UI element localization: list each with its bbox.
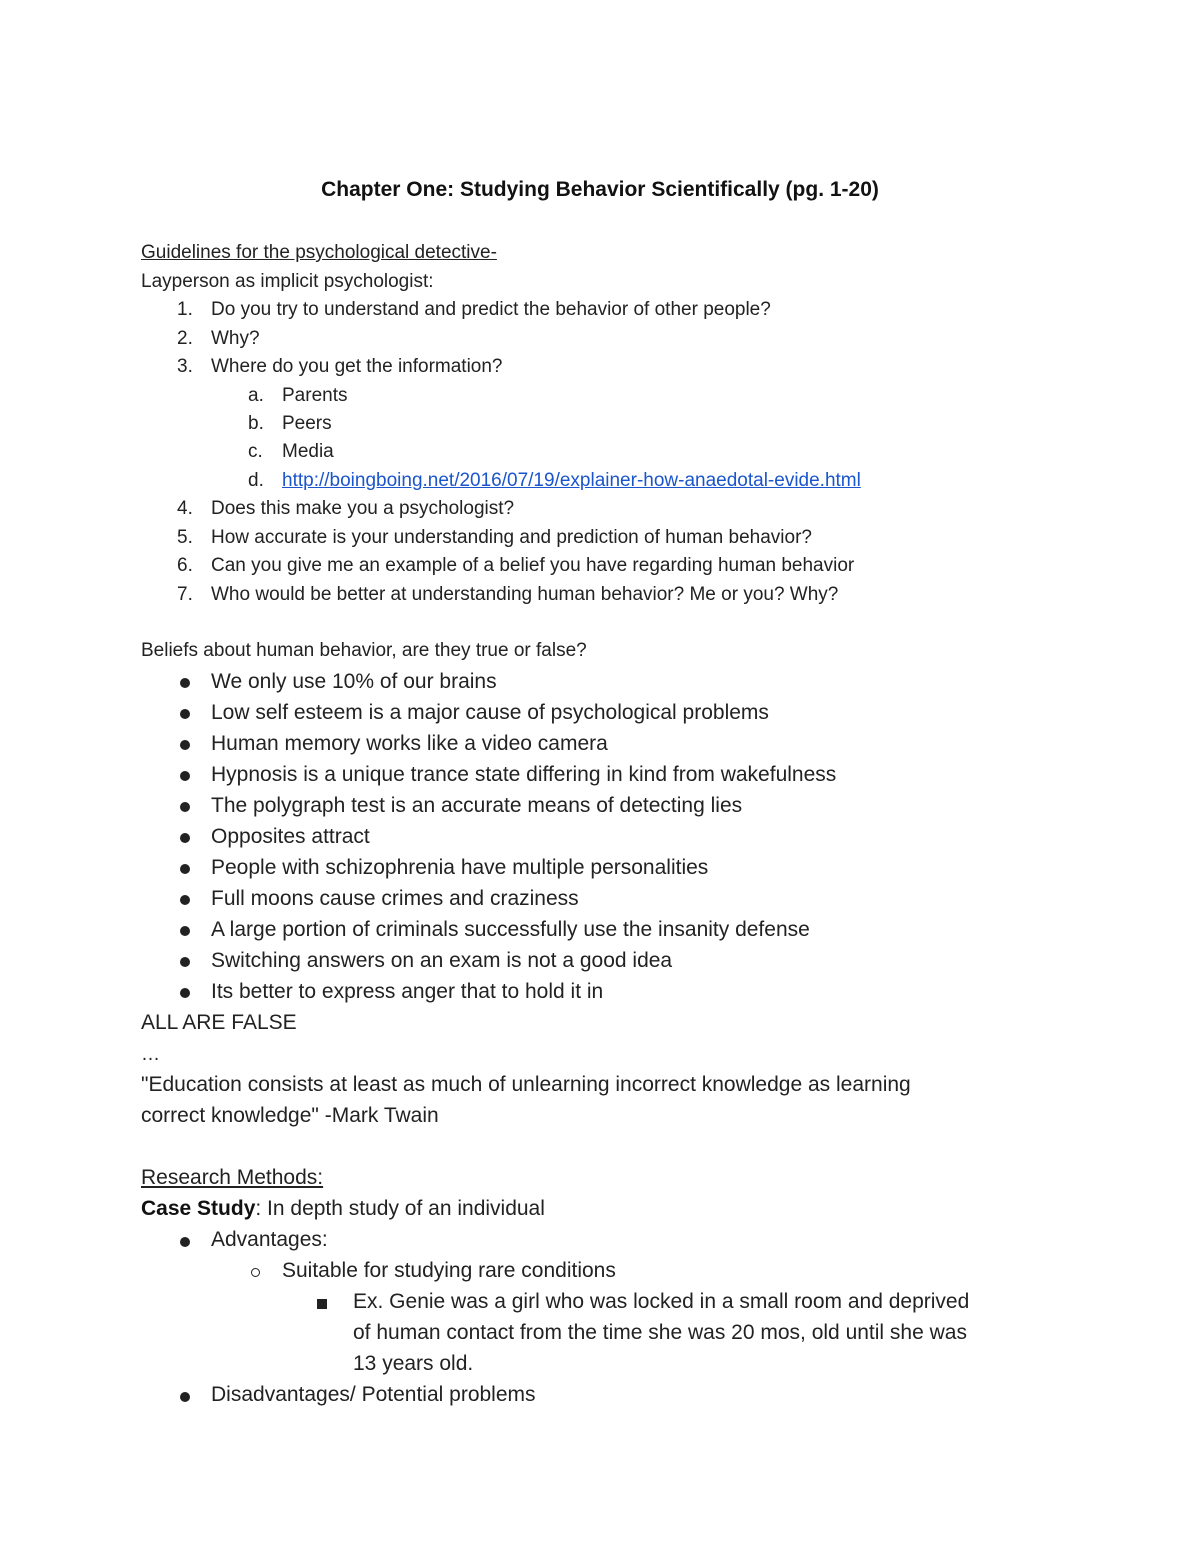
question-text: Do you try to understand and predict the behavior of other people? <box>211 299 771 320</box>
ellipsis-line: … <box>141 1044 160 1065</box>
example-text: 13 years old. <box>353 1352 474 1375</box>
bullet-icon <box>180 771 190 781</box>
guidelines-heading: Guidelines for the psychological detective- <box>141 242 497 263</box>
quote-line: "Education consists at least as much of unlearning incorrect knowledge as learning <box>141 1073 911 1096</box>
list-number: 7. <box>177 584 193 605</box>
question-text: Does this make you a psychologist? <box>211 498 515 519</box>
list-number: 1. <box>177 299 193 320</box>
question-text: Who would be better at understanding human behavior? Me or you? Why? <box>211 584 839 605</box>
list-number: 3. <box>177 356 193 377</box>
example-text: of human contact from the time she was 20 mos, old until she was <box>353 1321 967 1344</box>
belief-text: Opposites attract <box>211 825 370 848</box>
question-text: Can you give me an example of a belief you have regarding human behavior <box>211 555 855 576</box>
case-study-line <box>141 1197 545 1221</box>
boingboing-link[interactable]: http://boingboing.net/2016/07/19/explainer-how-anaedotal-evide.html <box>282 470 861 491</box>
bullet-icon <box>180 895 190 905</box>
list-number: 5. <box>177 527 193 548</box>
question-text: How accurate is your understanding and prediction of human behavior? <box>211 527 812 548</box>
research-methods-heading: Research Methods: <box>141 1166 324 1189</box>
bullet-icon <box>180 864 190 874</box>
disadvantages-label: Disadvantages/ Potential problems <box>211 1383 536 1406</box>
layperson-line: Layperson as implicit psychologist: <box>141 271 434 292</box>
belief-text: Its better to express anger that to hold it in <box>211 980 604 1003</box>
list-letter: b. <box>248 413 264 434</box>
bullet-icon <box>180 1392 190 1402</box>
belief-text: Human memory works like a video camera <box>211 732 608 755</box>
belief-text: Full moons cause crimes and craziness <box>211 887 579 910</box>
bullet-icon <box>180 740 190 750</box>
source-text: Peers <box>282 413 332 434</box>
case-study-term: Case Study <box>141 1197 256 1220</box>
bullet-icon <box>180 988 190 998</box>
example-text: Ex. Genie was a girl who was locked in a small room and deprived <box>353 1290 970 1313</box>
bullet-icon <box>180 802 190 812</box>
list-letter: d. <box>248 470 264 491</box>
belief-text: The polygraph test is an accurate means of detecting lies <box>211 794 743 817</box>
belief-text: People with schizophrenia have multiple personalities <box>211 856 709 879</box>
list-letter: a. <box>248 385 264 406</box>
belief-text: Switching answers on an exam is not a good idea <box>211 949 673 972</box>
source-text: Parents <box>282 385 348 406</box>
case-study-definition: : In depth study of an individual <box>255 1197 545 1220</box>
bullet-icon <box>180 926 190 936</box>
belief-text: Hypnosis is a unique trance state differing in kind from wakefulness <box>211 763 837 786</box>
question-text: Why? <box>211 328 260 349</box>
question-text: Where do you get the information? <box>211 356 503 377</box>
quote-line: correct knowledge" -Mark Twain <box>141 1104 439 1127</box>
beliefs-heading: Beliefs about human behavior, are they true or false? <box>141 640 587 661</box>
bullet-icon <box>180 833 190 843</box>
square-bullet-icon <box>317 1299 327 1309</box>
bullet-icon <box>180 678 190 688</box>
advantages-label: Advantages: <box>211 1228 328 1251</box>
source-text: Media <box>282 441 334 462</box>
list-number: 2. <box>177 328 193 349</box>
list-number: 6. <box>177 555 193 576</box>
bullet-icon <box>180 957 190 967</box>
belief-text: A large portion of criminals successfully use the insanity defense <box>211 918 810 941</box>
bullet-icon <box>180 709 190 719</box>
bullet-icon <box>180 1237 190 1247</box>
page-title: Chapter One: Studying Behavior Scientifically (pg. 1-20) <box>321 178 879 201</box>
belief-text: We only use 10% of our brains <box>211 670 497 693</box>
all-false-line: ALL ARE FALSE <box>141 1011 297 1034</box>
advantage-text: Suitable for studying rare conditions <box>282 1259 616 1282</box>
hollow-bullet-icon <box>251 1268 260 1277</box>
belief-text: Low self esteem is a major cause of psychological problems <box>211 701 769 724</box>
list-number: 4. <box>177 498 193 519</box>
list-letter: c. <box>248 441 263 462</box>
